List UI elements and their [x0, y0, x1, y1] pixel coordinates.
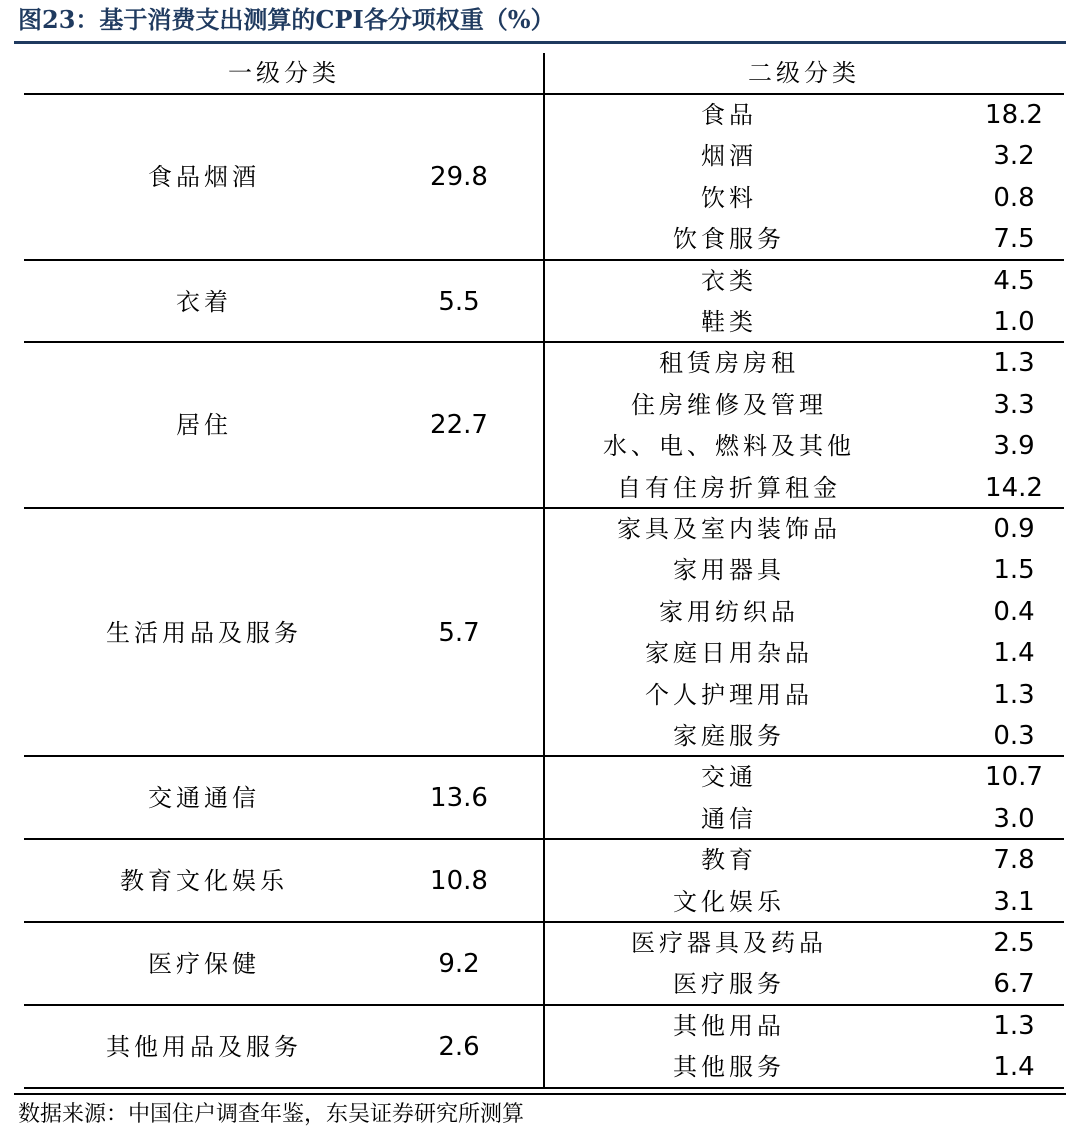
- group-value: 29.8: [430, 162, 488, 192]
- item-name: 家用器具: [673, 556, 785, 585]
- table-group: [24, 840, 1064, 923]
- group-name: 食品烟酒: [148, 163, 260, 191]
- item-name: 家具及室内装饰品: [617, 515, 841, 543]
- item-value: 1.5: [993, 555, 1035, 586]
- item-value: 2.5: [993, 928, 1035, 958]
- group-value: 2.6: [438, 1031, 480, 1062]
- item-value: 3.3: [993, 389, 1035, 420]
- group-value: 10.8: [430, 866, 488, 897]
- table-row: [544, 757, 1064, 798]
- title-rule: [14, 41, 1066, 44]
- source-note: 数据来源：中国住户调查年鉴，东吴证券研究所测算: [18, 1102, 525, 1127]
- table-group: [24, 757, 1064, 840]
- item-name: 鞋类: [701, 307, 757, 336]
- table-row: [544, 219, 1064, 260]
- item-value: 0.9: [993, 514, 1035, 544]
- table-group: [24, 1006, 1064, 1089]
- item-name: 医疗器具及药品: [631, 929, 827, 957]
- item-name: 通信: [701, 804, 757, 833]
- table-row: [544, 675, 1064, 716]
- table-row: [544, 799, 1064, 840]
- item-value: 4.5: [993, 265, 1035, 296]
- table-row: [544, 426, 1064, 467]
- group-name: 交通通信: [148, 784, 260, 813]
- group-name: 教育文化娱乐: [120, 867, 288, 896]
- header-level2: 二级分类: [748, 59, 860, 87]
- item-name: 其他用品: [673, 1011, 785, 1040]
- item-name: 家庭日用杂品: [645, 639, 813, 668]
- item-name: 家用纺织品: [659, 597, 799, 626]
- table-row: [544, 923, 1064, 964]
- table-row: [544, 1006, 1064, 1047]
- item-name: 饮料: [701, 183, 757, 212]
- item-value: 3.2: [993, 141, 1035, 172]
- item-value: 3.0: [993, 803, 1035, 834]
- table-row: [544, 550, 1064, 591]
- group-name: 衣着: [176, 287, 232, 316]
- item-value: 1.3: [993, 348, 1035, 379]
- item-name: 租赁房房租: [659, 349, 799, 378]
- item-value: 10.7: [985, 762, 1043, 793]
- table-group: [24, 923, 1064, 1006]
- group-value: 5.5: [438, 286, 480, 317]
- group-value: 13.6: [430, 783, 488, 814]
- table-row: [544, 964, 1064, 1005]
- item-name: 食品: [701, 101, 757, 129]
- page-title: 图23：基于消费支出测算的CPI各分项权重（%）: [18, 5, 555, 34]
- item-value: 0.8: [993, 182, 1035, 213]
- group-value: 22.7: [430, 410, 488, 441]
- table-row: [544, 95, 1064, 136]
- item-value: 1.4: [993, 1052, 1035, 1083]
- group-value: 9.2: [438, 949, 480, 979]
- group-name: 其他用品及服务: [106, 1032, 302, 1061]
- item-value: 0.3: [993, 721, 1035, 751]
- item-value: 3.9: [993, 431, 1035, 462]
- item-name: 医疗服务: [673, 970, 785, 999]
- item-value: 18.2: [985, 100, 1043, 130]
- table-row: [544, 1047, 1064, 1088]
- item-value: 1.3: [993, 1010, 1035, 1041]
- table-row: [544, 592, 1064, 633]
- item-name: 自有住房折算租金: [617, 473, 841, 502]
- item-name: 衣类: [701, 266, 757, 295]
- item-value: 14.2: [985, 472, 1043, 503]
- item-value: 1.3: [993, 679, 1035, 710]
- item-value: 7.5: [993, 224, 1035, 255]
- item-name: 水、电、燃料及其他: [603, 432, 855, 461]
- group-value: 5.7: [438, 618, 480, 648]
- group-name: 生活用品及服务: [106, 619, 302, 647]
- item-value: 6.7: [993, 969, 1035, 1000]
- table-row: [544, 468, 1064, 509]
- item-name: 烟酒: [701, 142, 757, 171]
- item-value: 0.4: [993, 596, 1035, 627]
- item-value: 1.4: [993, 638, 1035, 669]
- table-row: [544, 302, 1064, 343]
- table-row: [544, 261, 1064, 302]
- item-name: 个人护理用品: [645, 680, 813, 709]
- table-row: [544, 882, 1064, 923]
- table-row: [544, 840, 1064, 881]
- item-name: 文化娱乐: [673, 887, 785, 916]
- table-row: [544, 343, 1064, 384]
- item-name: 教育: [701, 846, 757, 875]
- table-row: [544, 509, 1064, 550]
- bottom-rule: [14, 1093, 1066, 1095]
- table-group: [24, 95, 1064, 261]
- header-level1: 一级分类: [228, 59, 340, 87]
- group-name: 居住: [176, 411, 232, 440]
- table-row: [544, 633, 1064, 674]
- table-group: [24, 509, 1064, 757]
- item-name: 交通: [701, 763, 757, 792]
- item-name: 住房维修及管理: [631, 390, 827, 419]
- item-name: 其他服务: [673, 1053, 785, 1082]
- item-name: 饮食服务: [673, 225, 785, 254]
- table-row: [544, 716, 1064, 757]
- item-value: 3.1: [993, 886, 1035, 917]
- item-name: 家庭服务: [673, 722, 785, 750]
- item-value: 7.8: [993, 845, 1035, 876]
- group-name: 医疗保健: [148, 950, 260, 978]
- table-group: [24, 261, 1064, 344]
- table-row: [544, 178, 1064, 219]
- table-group: [24, 343, 1064, 509]
- item-value: 1.0: [993, 306, 1035, 337]
- table-row: [544, 136, 1064, 177]
- table-row: [544, 385, 1064, 426]
